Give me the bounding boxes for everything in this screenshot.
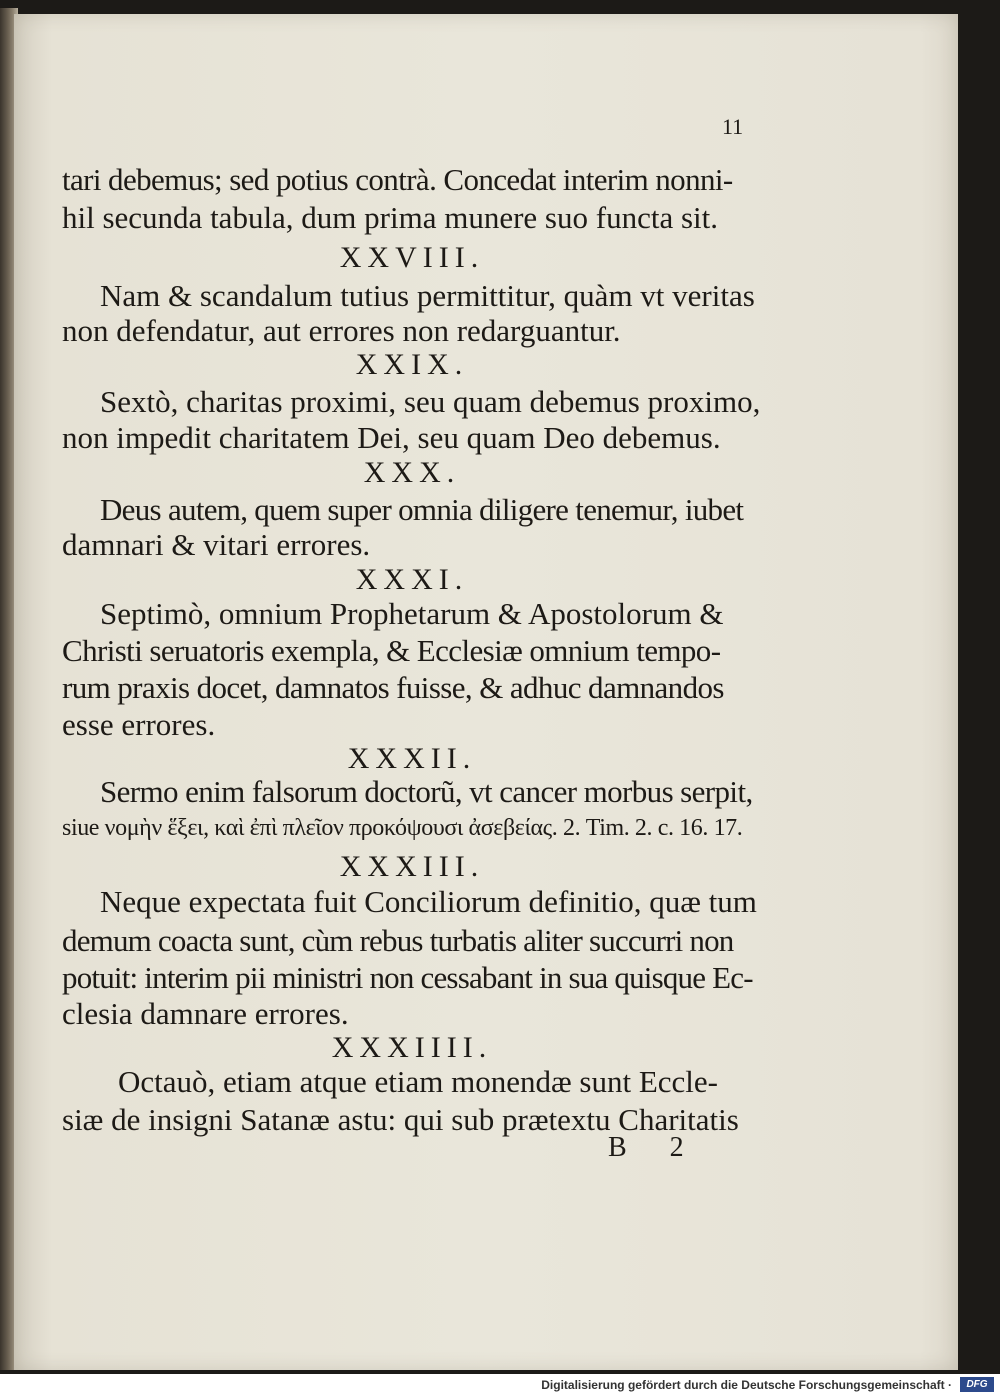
text-line: damnari & vitari errores. [62,527,371,562]
text-line: Sermo enim falsorum doctorũ, vt cancer morbus serpit, [100,774,753,809]
text-line: tari debemus; sed potius contrà. Concedat interim nonni- [62,162,733,197]
text-line: non defendatur, aut errores non redarguantur. [62,313,621,348]
text-line: Septimò, omnium Prophetarum & Apostolorum & [100,596,724,631]
text-line: potuit: interim pii ministri non cessabant in sua quisque Ec- [62,960,753,995]
section-heading: XXXIII. [339,850,485,883]
text-line: non impedit charitatem Dei, seu quam Deo debemus. [62,420,721,455]
section-heading: XXVIII. [339,241,485,274]
signature-mark: B 2 [608,1132,702,1163]
text-line: Deus autem, quem super omnia diligere tenemur, iubet [100,492,744,527]
text-line: demum coacta sunt, cùm rebus turbatis aliter succurri non [62,923,734,958]
section-heading: XXX. [363,456,461,489]
section-heading: XXIX. [355,348,469,381]
section-heading: XXXI. [355,563,469,596]
text-line: clesia damnare errores. [62,996,349,1031]
text-line: rum praxis docet, damnatos fuisse, & adhuc damnandos [62,670,724,705]
page-number: 11 [722,114,744,139]
section-heading: XXXIIII. [331,1031,493,1064]
text-line: hil secunda tabula, dum prima munere suo functa sit. [62,200,718,235]
text-line: Neque expectata fuit Conciliorum definitio, quæ tum [100,884,757,919]
text-line: siæ de insigni Satanæ astu: qui sub prætextu Charitatis [62,1102,739,1137]
text-line: Sextò, charitas proximi, seu quam debemus proximo, [100,384,761,419]
text-line: Nam & scandalum tutius permittitur, quàm vt veritas [100,278,755,313]
text-line: esse errores. [62,707,216,742]
digitization-credit: Digitalisierung gefördert durch die Deutsche Forschungsgemeinschaft · [541,1378,952,1392]
text-line: Octauò, etiam atque etiam monendæ sunt Eccle- [118,1064,718,1099]
text-line: siue νομὴν ἕξει, καὶ ἐπὶ πλεῖον προκόψουσι ἀσεβείας. 2. Tim. 2. c. 16. 17. [62,815,743,841]
dfg-logo: DFG [960,1377,994,1392]
section-heading: XXXII. [347,742,477,775]
text-line: Christi seruatoris exempla, & Ecclesiæ omnium tempo- [62,633,721,668]
